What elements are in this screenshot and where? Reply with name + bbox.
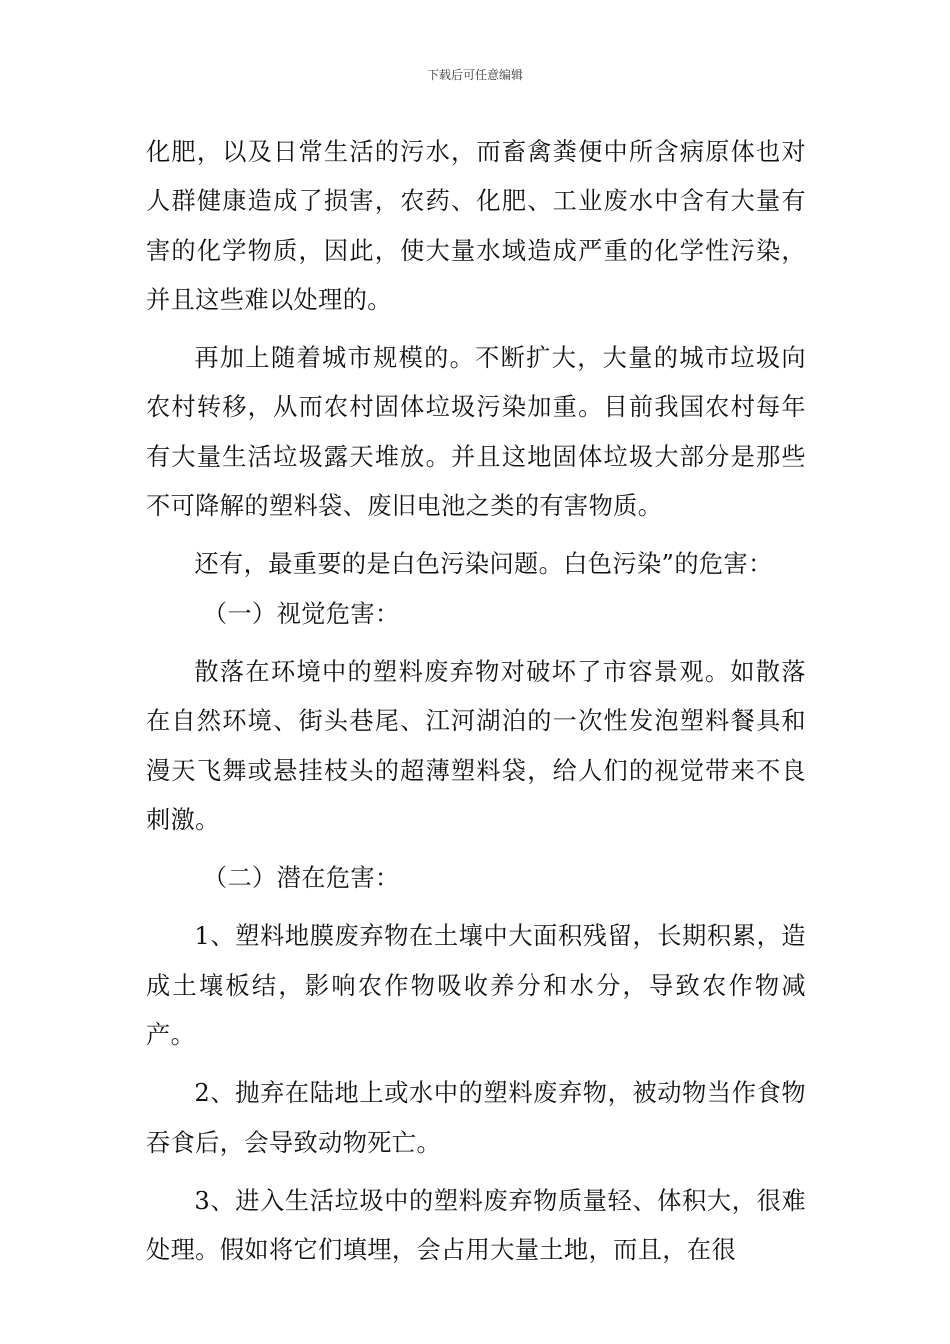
section-heading-2: （二）潜在危害： xyxy=(202,864,400,893)
list-item-3: 3、进入生活垃圾中的塑料废弃物质量轻、体积大，很难处理。假如将它们填埋，会占用大量土地，而且，在很 xyxy=(146,1186,806,1265)
list-item-2: 2、抛弃在陆地上或水中的塑料废弃物，被动物当作食物吞食后，会导致动物死亡。 xyxy=(146,1079,806,1157)
paragraph-2: 再加上随着城市规模的。不断扩大，大量的城市垃圾向农村转移，从而农村固体垃圾污染加重。目前我国农村每年有大量生活垃圾露天堆放。并且这地固体垃圾大部分是那些不可降解的塑料袋、废旧电池之类的有害物质。 xyxy=(146,344,806,521)
section-heading-1: （一）视觉危害： xyxy=(202,599,400,628)
paragraph-4: 散落在环境中的塑料废弃物对破坏了市容景观。如散落在自然环境、街头巷尾、江河湖泊的一次性发泡塑料餐具和漫天飞舞或悬挂枝头的超薄塑料袋，给人们的视觉带来不良刺激。 xyxy=(146,657,806,834)
document-body xyxy=(146,128,806,1276)
paragraph-1: 化肥，以及日常生活的污水，而畜禽粪便中所含病原体也对人群健康造成了损害，农药、化肥、工业废水中含有大量有害的化学物质，因此，使大量水域造成严重的化学性污染，并且这些难以处理的。 xyxy=(146,138,806,314)
list-item-1: 1、塑料地膜废弃物在土壤中大面积残留，长期积累，造成土壤板结，影响农作物吸收养分和水分，导致农作物减产。 xyxy=(146,922,806,1050)
paragraph-3: 还有，最重要的是白色污染问题。白色污染”的危害： xyxy=(194,550,773,579)
page-header: 下载后可任意编辑 xyxy=(426,68,523,82)
